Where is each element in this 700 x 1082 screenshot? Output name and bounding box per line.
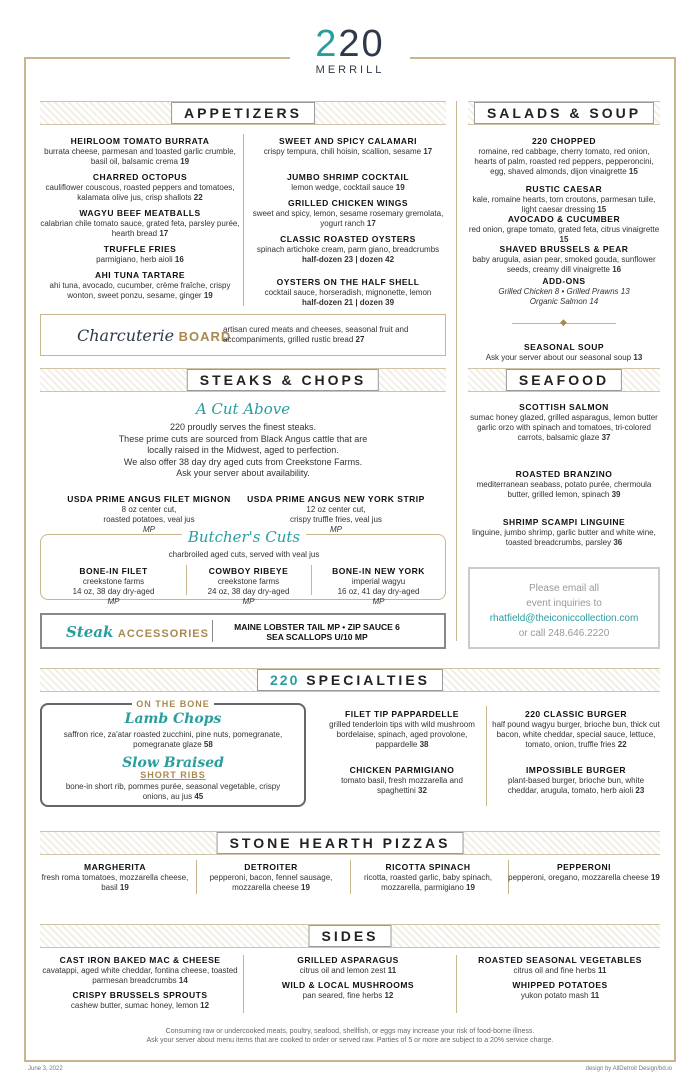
item-desc: sweet and spicy, lemon, sesame rosemary gremolata, yogurt ranch: [252, 209, 444, 228]
events-phone: or call 248.646.2220: [518, 628, 610, 639]
item-price: 12: [384, 991, 394, 1000]
item-price: half-dozen 21 | dozen 39: [301, 298, 395, 307]
salads-banner: [468, 101, 660, 125]
ribs-word: SHORT RIBS: [140, 770, 206, 780]
item-price: 16: [174, 255, 184, 264]
item-price: 15: [628, 167, 638, 176]
item-price: 39: [611, 490, 621, 499]
item-price: 11: [598, 966, 607, 975]
butcher-cut-item: [186, 566, 311, 607]
item-name: JUMBO SHRIMP COCKTAIL: [286, 172, 410, 182]
specialty-item: [322, 709, 482, 750]
item-desc: cocktail sauce, horseradish, mignonette, lemon: [264, 288, 432, 297]
item-price: MP: [242, 597, 255, 606]
item-price: MP: [107, 597, 120, 606]
item-desc: baby arugula, asian pear, smoked gouda, sunflower seeds, creamy dill vinaigrette: [472, 255, 656, 274]
item-desc: ahi tuna, avocado, cucumber, crème fraîche, crispy wonton, sweet ponzu, sesame, ginger: [49, 281, 231, 300]
lamb-title: Lamb Chops: [124, 711, 222, 727]
item-price: 22: [617, 740, 627, 749]
pizzas-heading: STONE HEARTH PIZZAS: [217, 832, 464, 854]
item-desc: crispy truffle fries, veal jus: [290, 515, 382, 524]
item-price: 16: [612, 265, 622, 274]
appetizer-item: [248, 277, 448, 308]
item-desc: mediterranean seabass, potato purée, chermoula butter, grilled lemon, spinach: [476, 480, 652, 499]
item-price: MP: [372, 597, 385, 606]
specialty-item: [492, 765, 660, 796]
item-name: ROASTED SEASONAL VEGETABLES: [478, 955, 642, 965]
charcuterie-price: 27: [355, 335, 365, 344]
item-price: 11: [590, 991, 600, 1000]
item-name: SHAVED BRUSSELS & PEAR: [499, 244, 629, 254]
pizza-item: [40, 862, 190, 893]
item-desc: bone-in short rib, pommes purée, seasonal vegetable, crispy onions, au jus: [65, 782, 281, 801]
item-price: 19: [466, 883, 475, 892]
item-name: USDA PRIME ANGUS NEW YORK STRIP: [247, 494, 425, 504]
seafood-item: [468, 402, 660, 443]
item-desc: yukon potato mash: [520, 991, 589, 1000]
salads-heading: SALADS & SOUP: [474, 102, 654, 124]
pizza-item: [196, 862, 346, 893]
footer-date: June 3, 2022: [28, 1066, 63, 1072]
lamb-ribs-box: [40, 699, 306, 807]
pizza-item: [350, 862, 506, 893]
item-name: 220 CHOPPED: [531, 136, 597, 146]
pizza-item: [508, 862, 660, 883]
item-desc: pan seared, fine herbs: [302, 991, 383, 1000]
accessories-line: SEA SCALLOPS U/10 MP: [266, 632, 368, 642]
item-name: PEPPERONI: [556, 862, 612, 872]
intro-line: 220 proudly serves the finest steaks.: [169, 422, 317, 432]
steak-accessories-box: [40, 613, 446, 649]
specialties-banner: [40, 668, 660, 692]
item-name: SEASONAL SOUP: [523, 342, 605, 352]
item-name: GRILLED CHICKEN WINGS: [287, 198, 409, 208]
item-name: CRISPY BRUSSELS SPROUTS: [72, 990, 208, 1000]
item-price: half-dozen 23 | dozen 42: [301, 255, 395, 264]
addons-line: Grilled Chicken 8 • Grilled Prawns 13: [498, 287, 630, 296]
item-price: 37: [601, 433, 611, 442]
seafood-item: [468, 469, 660, 500]
charcuterie-box: [40, 314, 446, 356]
item-desc: ricotta, roasted garlic, baby spinach, mozzarella, parmigiano: [363, 873, 493, 892]
item-desc: citrus oil and fine herbs: [513, 966, 596, 975]
item-price: 19: [180, 157, 190, 166]
item-price: 19: [203, 291, 213, 300]
specialty-item: [322, 765, 482, 796]
item-name: GRILLED ASPARAGUS: [297, 955, 399, 965]
item-desc: cauliflower couscous, roasted peppers and tomatoes, kalamata olive jus, crisp shallots: [45, 183, 235, 202]
seafood-heading: SEAFOOD: [506, 369, 622, 391]
item-desc: cashew butter, sumac honey, lemon: [70, 1001, 198, 1010]
appetizer-item: [248, 136, 448, 157]
footer-line: Consuming raw or undercooked meats, poultry, seafood, shellfish, or eggs may increase your risk of food-borne illness.: [165, 1028, 535, 1035]
item-name: OYSTERS ON THE HALF SHELL: [276, 277, 420, 287]
item-desc: half pound wagyu burger, brioche bun, thick cut bacon, white cheddar, special sauce, lettuce, tomato, onion, truffle fries: [492, 720, 660, 749]
item-price: 13: [633, 353, 643, 362]
steaks-heading: STEAKS & CHOPS: [187, 369, 379, 391]
item-desc: pepperoni, oregano, mozzarella cheese: [508, 873, 649, 882]
accessories-line: MAINE LOBSTER TAIL MP • ZIP SAUCE 6: [234, 622, 400, 632]
pizzas-banner: [40, 831, 660, 855]
item-desc: linguine, jumbo shrimp, garlic butter and white wine, toasted breadcrumbs, parsley: [472, 528, 656, 547]
item-name: WAGYU BEEF MEATBALLS: [79, 208, 201, 218]
charcuterie-script: Charcuterie: [77, 326, 175, 345]
item-desc: kale, romaine hearts, torn croutons, parmesan tuile, light caesar dressing: [472, 195, 656, 214]
side-item: [40, 955, 240, 986]
item-desc: lemon wedge, cocktail sauce: [291, 183, 394, 192]
appetizer-item: [40, 244, 240, 265]
appetizers-banner: [40, 101, 446, 125]
butcher-cut-item: [311, 566, 446, 607]
item-name: SCOTTISH SALMON: [519, 402, 609, 412]
item-price: 15: [597, 205, 607, 214]
item-desc: tomato basil, fresh mozzarella and spaghettini: [341, 776, 463, 795]
item-name: SWEET AND SPICY CALAMARI: [278, 136, 418, 146]
item-name: CHICKEN PARMIGIANO: [349, 765, 455, 775]
item-name: CLASSIC ROASTED OYSTERS: [280, 234, 416, 244]
item-desc: imperial wagyu: [351, 577, 406, 586]
appetizers-heading: APPETIZERS: [171, 102, 315, 124]
intro-line: locally raised in the Midwest, aged to perfection.: [147, 445, 339, 455]
accessories-word: ACCESSORIES: [117, 628, 209, 640]
ribs-title: Slow Braised: [122, 755, 224, 771]
charcuterie-desc: artisan cured meats and cheeses, seasonal fruit and accompaniments, grilled rustic bread: [223, 325, 409, 344]
item-desc: grilled tenderloin tips with wild mushroom bordelaise, spinach, aged provolone, pappardelle: [329, 720, 475, 749]
sides-banner: [40, 924, 660, 948]
addons-line: Organic Salmon 14: [529, 297, 599, 306]
footer-credit: design by AllDetroit Design/bd.io: [585, 1066, 672, 1072]
item-desc: 24 oz, 38 day dry-aged: [207, 587, 290, 596]
item-desc: fresh roma tomatoes, mozzarella cheese, basil: [41, 873, 189, 892]
intro-line: We also offer 38 day dry aged cuts from Creekstone Farms.: [123, 456, 363, 467]
logo-merrill: MERRILL: [315, 64, 385, 76]
item-name: COWBOY RIBEYE: [208, 566, 289, 576]
item-desc: spinach artichoke cream, parm giano, breadcrumbs: [256, 245, 440, 254]
item-price: 23: [635, 786, 645, 795]
item-price: 19: [395, 183, 405, 192]
specialty-item: [492, 709, 660, 750]
item-price: 17: [366, 219, 376, 228]
side-item: [40, 990, 240, 1011]
item-desc: saffron rice, za'atar roasted zucchini, pine nuts, pomegranate, pomegranate glaze: [63, 730, 283, 749]
cut-above-title: A Cut Above: [195, 400, 291, 418]
item-name: AVOCADO & CUCUMBER: [507, 214, 621, 224]
item-name: 220 CLASSIC BURGER: [524, 709, 628, 719]
side-item: [460, 980, 660, 1001]
sides-heading: SIDES: [308, 925, 391, 947]
item-desc: parmigiano, herb aioli: [96, 255, 173, 264]
item-price: 22: [193, 193, 203, 202]
item-desc: pepperoni, bacon, fennel sausage, mozzarella cheese: [209, 873, 333, 892]
events-email-link[interactable]: rhatfield@theiconiccollection.com: [489, 613, 639, 624]
item-price: 19: [650, 873, 660, 882]
seafood-banner: [468, 368, 660, 392]
appetizer-item: [248, 198, 448, 229]
item-desc: burrata cheese, parmesan and toasted garlic crumble, basil oil, balsamic crema: [44, 147, 236, 166]
item-desc: 8 oz center cut,: [121, 505, 177, 514]
seafood-item: [468, 517, 660, 548]
item-name: BONE-IN NEW YORK: [332, 566, 425, 576]
specialties-num: 220: [269, 672, 300, 688]
intro-line: Ask your server about availability.: [176, 468, 310, 478]
logo-digit: 2: [315, 23, 339, 65]
addons-title: ADD-ONS: [542, 276, 586, 286]
item-price: 45: [194, 792, 204, 801]
item-name: ROASTED BRANZINO: [515, 469, 613, 479]
item-name: USDA PRIME ANGUS FILET MIGNON: [67, 494, 231, 504]
item-name: WILD & LOCAL MUSHROOMS: [281, 980, 415, 990]
events-line: event inquiries to: [526, 598, 602, 609]
item-desc: red onion, grape tomato, grated feta, citrus vinaigrette: [468, 225, 660, 234]
item-name: RICOTTA SPINACH: [385, 862, 471, 872]
logo: [290, 24, 410, 76]
appetizer-item: [40, 208, 240, 239]
item-name: BONE-IN FILET: [79, 566, 148, 576]
item-name: CHARRED OCTOPUS: [92, 172, 188, 182]
side-item: [460, 955, 660, 976]
item-name: DETROITER: [244, 862, 298, 872]
appetizer-item: [40, 136, 240, 167]
item-desc: roasted potatoes, veal jus: [103, 515, 195, 524]
item-price: 36: [613, 538, 623, 547]
item-desc: 14 oz, 38 day dry-aged: [72, 587, 155, 596]
intro-line: These prime cuts are sourced from Black Angus cattle that are: [118, 433, 368, 444]
item-price: 58: [203, 740, 213, 749]
item-price: 17: [423, 147, 433, 156]
item-name: SHRIMP SCAMPI LINGUINE: [502, 517, 626, 527]
ribs-item: [62, 782, 284, 802]
appetizer-item: [248, 172, 448, 193]
specialties-heading: SPECIALTIES: [306, 672, 431, 688]
appetizer-item: [40, 270, 240, 301]
side-item: [248, 980, 448, 1001]
salad-item: [468, 244, 660, 275]
item-desc: cavatappi, aged white cheddar, fontina cheese, toasted parmesan breadcrumbs: [42, 966, 238, 985]
appetizer-item: [40, 172, 240, 203]
item-name: FILET TIP PAPPARDELLE: [345, 709, 459, 719]
appetizer-item: [248, 234, 448, 265]
item-price: 12: [200, 1001, 210, 1010]
item-price: 32: [418, 786, 427, 795]
steaks-banner: [40, 368, 446, 392]
item-price: 14: [178, 976, 188, 985]
item-name: CAST IRON BAKED MAC & CHEESE: [59, 955, 221, 965]
item-price: 19: [301, 883, 310, 892]
event-inquiries-box: [468, 567, 660, 649]
logo-digits: 20: [338, 23, 385, 65]
events-line: Please email all: [528, 583, 600, 594]
side-item: [248, 955, 448, 976]
lamb-item: [62, 730, 284, 750]
item-desc: plant-based burger, brioche bun, white cheddar, arugula, tomato, herb aioli: [507, 776, 645, 795]
butcher-cuts-box: [40, 528, 446, 606]
item-desc: 12 oz center cut,: [306, 505, 366, 514]
item-desc: sumac honey glazed, grilled asparagus, lemon butter garlic orzo with spinach and tomatoes, tri-colored carrots, balsamic glaze: [470, 413, 658, 442]
item-desc: creekstone farms: [217, 577, 280, 586]
item-price: MP: [330, 525, 342, 534]
salad-item: [468, 184, 660, 215]
charcuterie-word: BOARD: [178, 329, 232, 344]
ornament-icon: ◆: [560, 317, 567, 327]
item-price: 38: [419, 740, 429, 749]
item-desc: Ask your server about our seasonal soup: [485, 353, 632, 362]
item-price: MP: [143, 525, 155, 534]
item-desc: 16 oz, 41 day dry-aged: [337, 587, 420, 596]
item-name: TRUFFLE FRIES: [103, 244, 177, 254]
salad-item: [468, 136, 660, 177]
accessories-script: Steak: [66, 623, 114, 641]
butcher-cuts-desc: charbroiled aged cuts, served with veal jus: [168, 550, 320, 559]
soup-item: [468, 342, 660, 363]
lamb-top: ON THE BONE: [132, 699, 214, 709]
item-desc: romaine, red cabbage, cherry tomato, red onion, hearts of palm, roasted red peppers, pepperoncini, egg, shaved almonds, dijon vinaigrette: [474, 147, 654, 176]
item-desc: citrus oil and lemon zest: [299, 966, 386, 975]
addons: [468, 276, 660, 307]
item-name: WHIPPED POTATOES: [512, 980, 608, 990]
item-price: 17: [159, 229, 169, 238]
item-name: AHI TUNA TARTARE: [95, 270, 185, 280]
item-desc: calabrian chile tomato sauce, grated feta, parsley purée, hearth bread: [40, 219, 240, 238]
item-desc: crispy tempura, chili hoisin, scallion, sesame: [263, 147, 422, 156]
item-name: IMPOSSIBLE BURGER: [525, 765, 627, 775]
item-name: HEIRLOOM TOMATO BURRATA: [70, 136, 210, 146]
item-desc: creekstone farms: [82, 577, 145, 586]
salad-item: [468, 214, 660, 245]
butcher-cut-item: [41, 566, 186, 607]
butcher-cuts-title: Butcher's Cuts: [182, 528, 306, 546]
item-price: 11: [387, 966, 397, 975]
item-name: MARGHERITA: [84, 862, 146, 872]
item-price: 15: [559, 235, 569, 244]
item-name: RUSTIC CAESAR: [525, 184, 603, 194]
item-price: 19: [119, 883, 129, 892]
footer-line: Ask your server about menu items that are cooked to order or served raw. Parties of 5 or more are subject to a 20% service charge.: [146, 1037, 554, 1044]
